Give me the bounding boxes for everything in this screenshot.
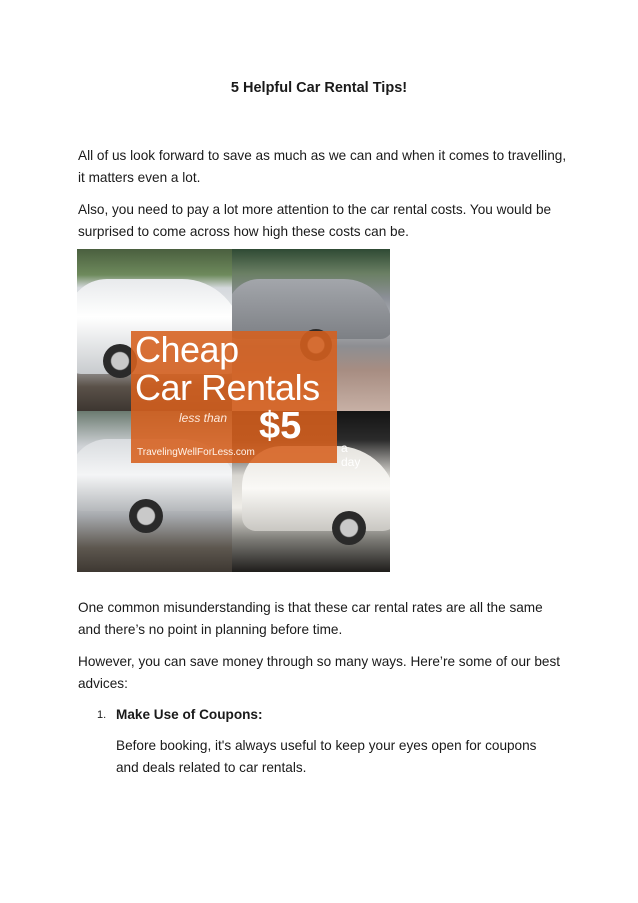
paragraph-costs: Also, you need to pay a lot more attention to the car rental costs. You would be surprised to come across how high these costs can be.	[78, 202, 552, 239]
paragraph-intro: All of us look forward to save as much as we can and when it comes to travelling, it matters even a lot.	[78, 148, 567, 185]
wheel	[129, 499, 163, 533]
list-item-title: Make Use of Coupons:	[116, 707, 263, 722]
banner-price: $5	[259, 405, 302, 447]
banner-cheap: Cheap	[135, 329, 239, 370]
banner-car-rentals: Car Rentals	[135, 367, 320, 408]
page-title: 5 Helpful Car Rental Tips!	[230, 80, 408, 96]
paragraph-save-money: However, you can save money through so many ways. Here’re some of our best advices:	[78, 654, 561, 691]
wheel	[332, 511, 366, 545]
banner-website: TravelingWellForLess.com	[137, 447, 255, 458]
banner-less-than: less than	[179, 411, 228, 425]
car-rental-image	[77, 249, 390, 572]
list-number: 1.	[97, 709, 107, 721]
banner-a-day: a day	[341, 441, 361, 469]
list-item-body: Before booking, it's always useful to keep your eyes open for coupons and deals related to car rentals.	[116, 738, 537, 775]
promo-banner	[131, 329, 361, 469]
paragraph-misunderstanding: One common misunderstanding is that these car rental rates are all the same and there’s no point in planning before time.	[78, 600, 543, 637]
